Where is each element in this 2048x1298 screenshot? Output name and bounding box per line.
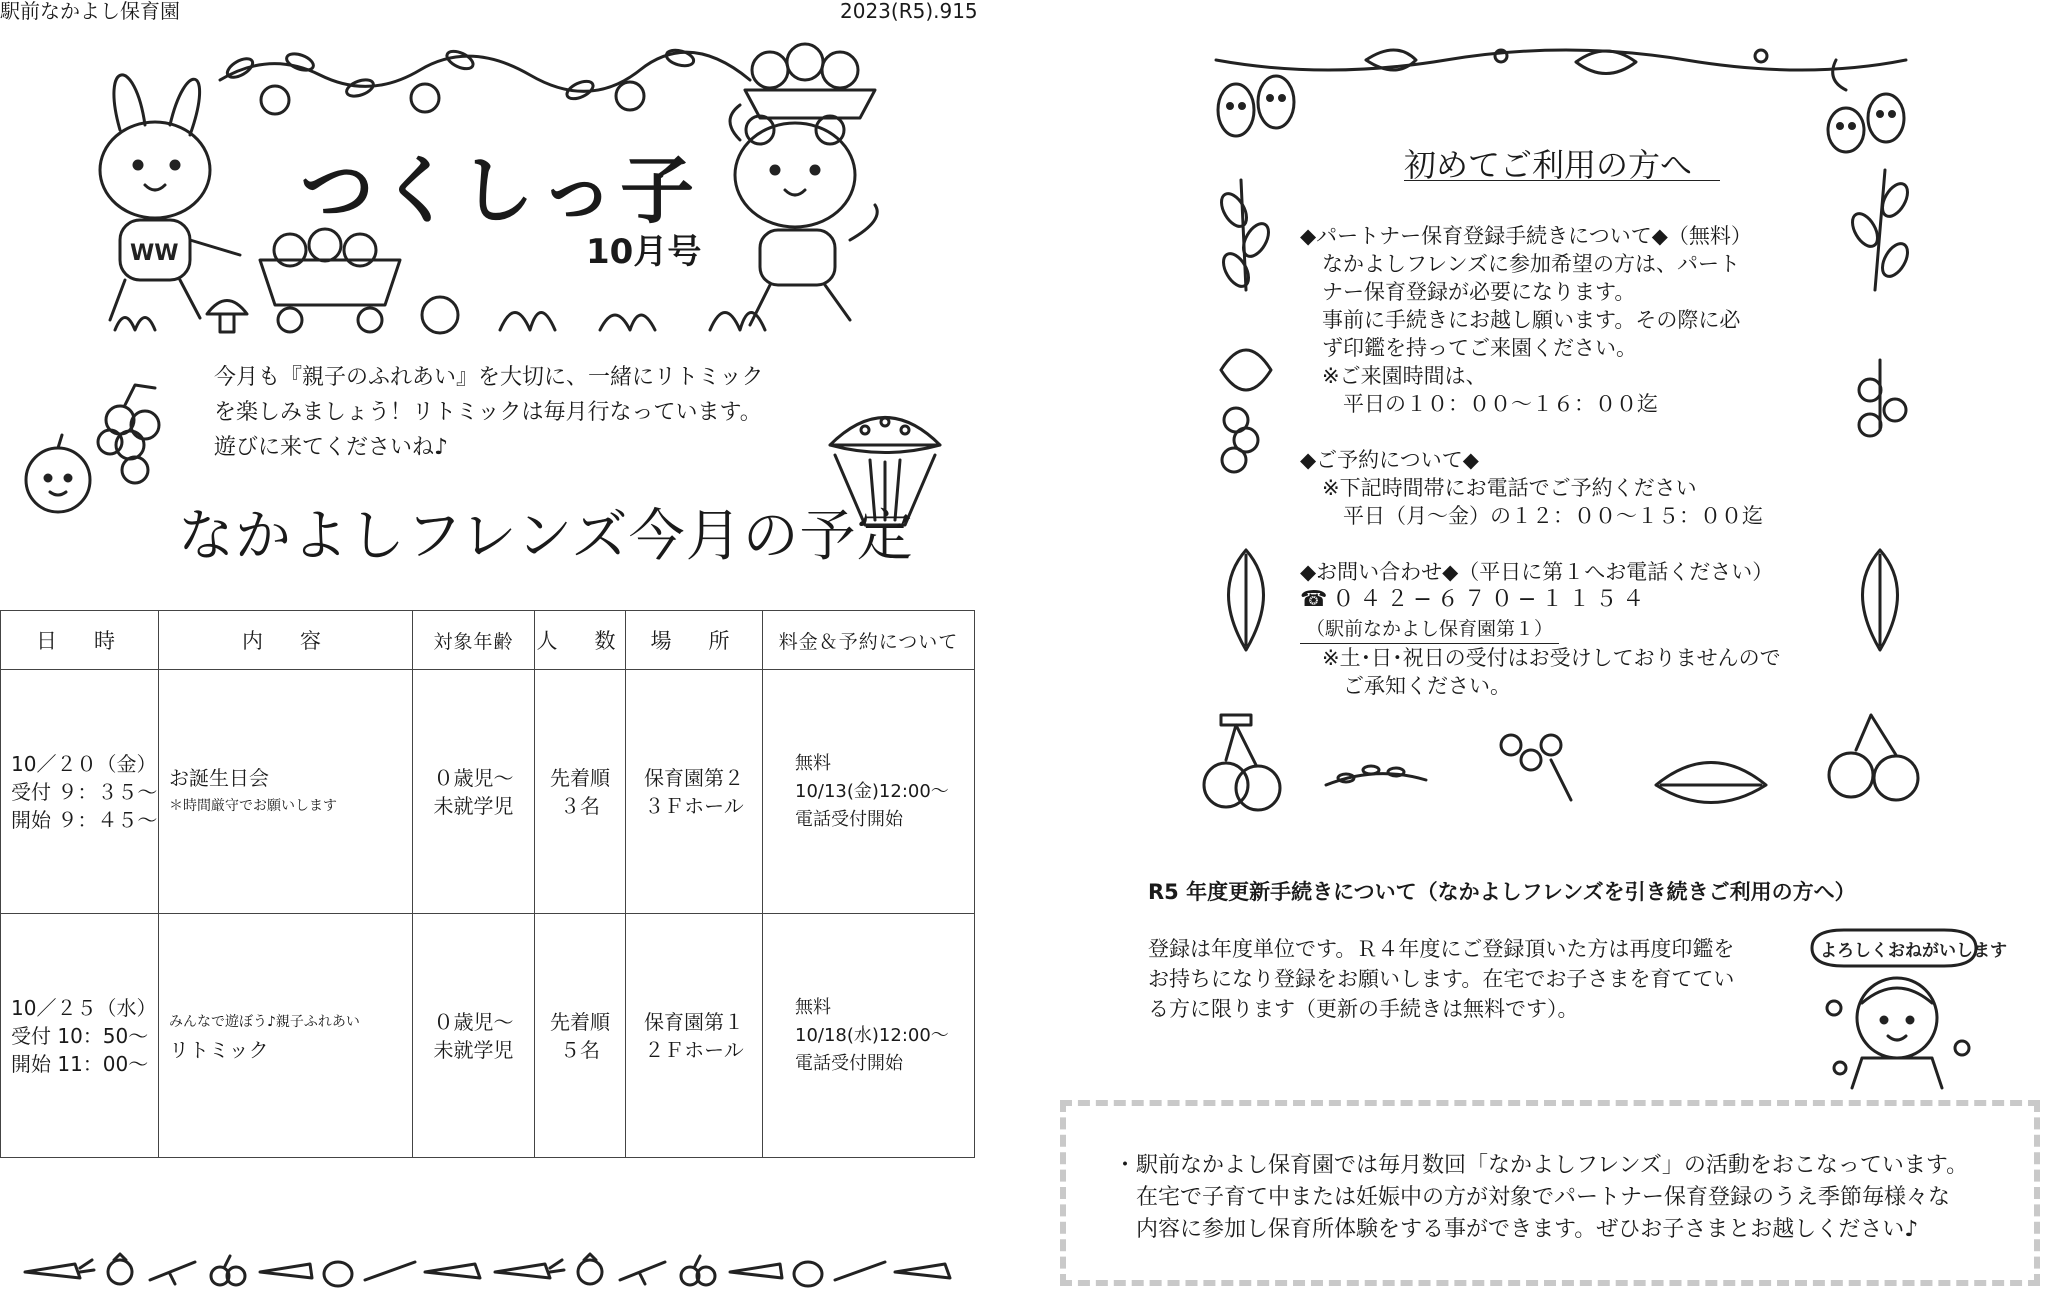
fee-line: 無料 <box>795 752 831 774</box>
registration-line: 事前に手続きにお越し願います。その際に必 <box>1322 308 1741 332</box>
table-header-row <box>1 611 975 670</box>
place-cell <box>626 914 763 1158</box>
content-cell <box>159 670 413 914</box>
content-cell <box>159 914 413 1158</box>
renewal-line: お持ちになり登録をお願いします。在宅でお子さまを育ててい <box>1148 967 1735 991</box>
fee-cell <box>763 670 975 914</box>
info-line: 内容に参加し保育所体験をする事ができます。ぜひお子さまとお越しください♪ <box>1114 1217 1919 1242</box>
intro-line: を楽しみましょう！リトミックは毎月行なっています。 <box>214 400 762 425</box>
fee-line: 電話受付開始 <box>795 1052 903 1074</box>
age-line: ０歳児〜 <box>433 765 514 790</box>
header-date: 日 時 <box>1 611 159 670</box>
org-name: 駅前なかよし保育園 <box>0 0 180 23</box>
age-cell <box>413 914 535 1158</box>
registration-line: ※ご来園時間は、 <box>1322 364 1487 388</box>
age-line: ０歳児〜 <box>433 1009 514 1034</box>
grass-icon <box>110 290 770 335</box>
date-cell <box>1 670 159 914</box>
registration-line: ず印鑑を持ってご来園ください。 <box>1322 336 1637 360</box>
age-cell <box>413 670 535 914</box>
leaf-icon <box>1840 160 1920 660</box>
info-line: 在宅で子育て中または妊娠中の方が対象でパートナー保育登録のうえ季節毎様々な <box>1114 1185 1951 1210</box>
contact-line: ご承知ください。 <box>1322 674 1511 698</box>
contact-section <box>1300 558 1781 700</box>
info-line: ・駅前なかよし保育園では毎月数回「なかよしフレンズ」の活動をおこなっています。 <box>1114 1153 1969 1178</box>
cherry-icon <box>1206 710 1926 820</box>
grape-icon <box>20 380 180 530</box>
event-note: みんなで遊ぼう♪親子ふれあい <box>169 1013 360 1030</box>
issue-label: 10月号 <box>586 232 702 272</box>
registration-line: 平日の１０：００〜１６：００迄 <box>1322 392 1658 416</box>
bubble-text: よろしくおねがいします <box>1820 941 2007 961</box>
renewal-line: 登録は年度単位です。Ｒ４年度にご登録頂いた方は再度印鑑を <box>1148 937 1735 961</box>
phone-number: ☎０４２−６７０−１１５４ <box>1300 587 1650 612</box>
event-name: リトミック <box>169 1037 269 1062</box>
place-line: ２Ｆホール <box>644 1037 744 1062</box>
registration-heading: ◆パートナー保育登録手続きについて◆（無料） <box>1300 224 1752 248</box>
title-underline <box>1404 180 1720 181</box>
issue-date: 2023(R5).915 <box>840 0 978 23</box>
count-line: 先着順 <box>550 765 610 790</box>
speech-bubble-icon <box>1804 926 2007 970</box>
age-line: 未就学児 <box>433 793 514 818</box>
fee-line: 10/18(水)12:00〜 <box>795 1024 949 1046</box>
table-row <box>1 670 975 914</box>
date-cell <box>1 914 159 1158</box>
fee-line: 無料 <box>795 996 831 1018</box>
renewal-text <box>1148 934 1734 1024</box>
start-line: 開始 ９：４５〜 <box>11 807 158 832</box>
place-line: 保育園第２ <box>644 765 744 790</box>
renewal-line: る方に限ります（更新の手続きは無料です）。 <box>1148 997 1579 1021</box>
reception-line: 受付 ９：３５〜 <box>11 779 158 804</box>
contact-location: （駅前なかよし保育園第１） <box>1300 615 1559 644</box>
place-cell <box>626 670 763 914</box>
place-line: ３Ｆホール <box>644 793 744 818</box>
registration-line: ナー保育登録が必要になります。 <box>1322 280 1636 304</box>
age-line: 未就学児 <box>433 1037 514 1062</box>
header-fee: 料金＆予約について <box>763 611 975 670</box>
girl-icon <box>1822 968 1972 1088</box>
fruit-garland-icon <box>1206 40 1916 150</box>
reservation-heading: ◆ご予約について◆ <box>1300 448 1479 472</box>
count-line: 先着順 <box>550 1009 610 1034</box>
schedule-table <box>0 610 975 1158</box>
count-cell <box>535 914 626 1158</box>
vine-icon <box>210 40 770 120</box>
header-count: 人 数 <box>535 611 626 670</box>
fee-line: 10/13(金)12:00〜 <box>795 780 949 802</box>
reservation-line: ※下記時間帯にお電話でご予約ください <box>1322 476 1697 500</box>
fee-cell <box>763 914 975 1158</box>
info-text <box>1114 1150 1968 1246</box>
vegetable-border-icon <box>20 1254 960 1290</box>
table-row <box>1 914 975 1158</box>
place-line: 保育園第１ <box>644 1009 744 1034</box>
header-age: 対象年齢 <box>413 611 535 670</box>
schedule-title: なかよしフレンズ今月の予定 <box>178 504 914 569</box>
registration-section <box>1300 222 1752 418</box>
intro-line: 遊びに来てくださいね♪ <box>214 435 449 460</box>
renewal-heading: R5 年度更新手続きについて（なかよしフレンズを引き続きご利用の方へ） <box>1148 880 1856 904</box>
intro-line: 今月も『親子のふれあい』を大切に、一緒にリトミック <box>214 365 764 390</box>
leaf-icon <box>1206 170 1286 670</box>
date-line: 10／２０（金） <box>11 751 157 776</box>
intro-text <box>214 360 764 465</box>
registration-line: なかよしフレンズに参加希望の方は、パート <box>1322 252 1741 276</box>
event-note: ＊時間厳守でお願いします <box>169 797 337 814</box>
event-name: お誕生日会 <box>169 765 269 790</box>
reservation-section <box>1300 446 1763 530</box>
newsletter-title: つくしっ子 <box>300 148 700 234</box>
first-time-title: 初めてご利用の方へ <box>1404 146 1693 184</box>
date-line: 10／２５（水） <box>11 995 157 1020</box>
count-cell <box>535 670 626 914</box>
reservation-line: 平日（月〜金）の１２：００〜１５：００迄 <box>1322 504 1763 528</box>
count-line: ５名 <box>560 1037 600 1062</box>
count-line: ３名 <box>560 793 600 818</box>
reception-line: 受付 10：50〜 <box>11 1023 149 1048</box>
contact-line: ※土･日･祝日の受付はお受けしておりませんので <box>1322 646 1781 670</box>
contact-heading: ◆お問い合わせ◆（平日に第１へお電話ください） <box>1300 560 1774 584</box>
fee-line: 電話受付開始 <box>795 808 903 830</box>
header-place: 場 所 <box>626 611 763 670</box>
start-line: 開始 11：00〜 <box>11 1051 149 1076</box>
header-content: 内 容 <box>159 611 413 670</box>
svg-text:WW: WW <box>130 241 179 266</box>
